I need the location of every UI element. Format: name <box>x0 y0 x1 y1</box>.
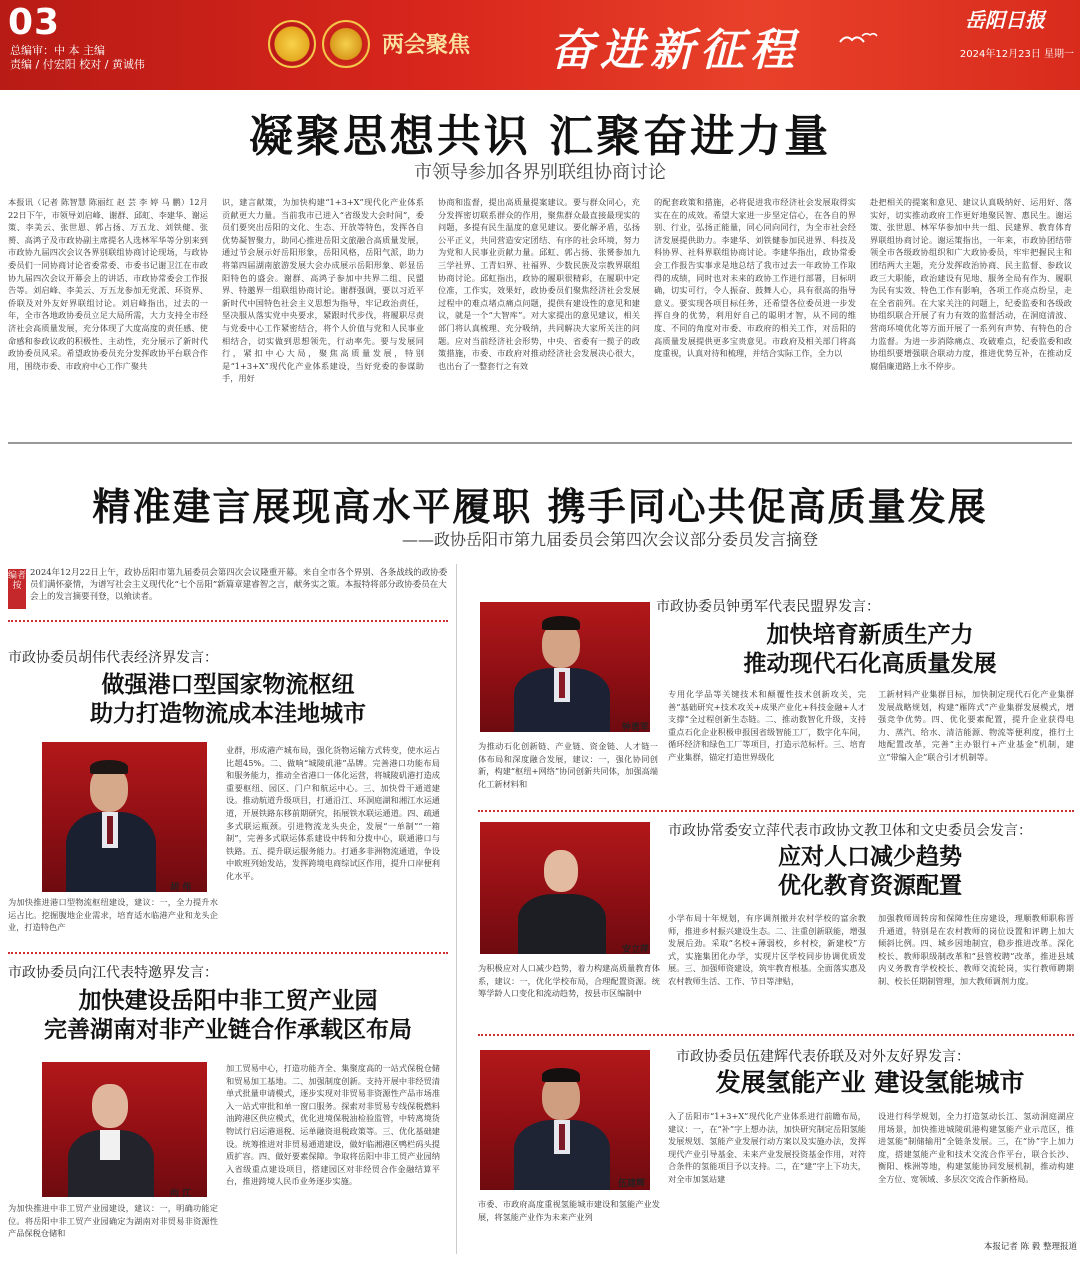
hair-shape <box>542 1068 580 1082</box>
article2-subhead: ——政协岳阳市第九届委员会第四次会议部分委员发言摘登 <box>401 530 818 549</box>
speech4-col-mid: 小学布局十年规划，有序调剂撤并农村学校的富余教师，推进乡村振兴建设生态。二、注重创新联能，增强发展后劲。采取“名校+薄弱校，乡村校，新建校”方式，实施集团化办学，实现片区学校同步协调优质发展。三、加强师资建设，筑牢教育根基。全面落实惠及农村教师生活、工作、节日等津贴， <box>668 913 866 986</box>
slogan: 奋进新征程 <box>550 25 800 76</box>
speech3-photo <box>480 602 650 732</box>
article1-col-1: 本报讯（记者 陈智慧 陈丽红 赵 芸 李 婷 马 鹏）12月22日下午，市领导刘启峰、谢群、邱虹、李建华、谢运策、李美云、张世恩、郭占扬、万五龙、刘铁健、张赟、高鸿子及市政协副主席提名人选林军华等分别来到市政协九届四次会议各界别联组协商讨论现场，与政协委员们一同协商讨论省委常委、市委书记谢卫江在市政协九届四次会议开幕会上的讲话、市政协常委会工作报告等。刘启峰、李美云、万五龙参加无党派、环资界、侨联及对外友好界联组讨论。刘启峰指出，过去的一年，全市各地政协委员立足大局所需，大力支持全市经济社会高质量发展，充分体现了大度高度的责任感、使命感和参政议政的积极性、主动性，充分展示了新时代政协委员风采。希望政协委员充分发挥政协平台联合作用，围绕市委、市政府中心工作广聚共 <box>8 197 208 371</box>
article2-byline: 本报记者 陈 毅 整理报道 <box>983 1242 1077 1252</box>
editor-credits-line2: 责编 / 付宏阳 校对 / 黄诚伟 <box>10 58 145 71</box>
face-shape <box>92 1084 128 1128</box>
tie-shape <box>107 816 113 844</box>
article1-subhead: 市领导参加各界别联组协商讨论 <box>414 162 666 183</box>
article2-headline: 精准建言展现高水平履职 携手同心共促高质量发展 <box>92 485 988 529</box>
speech1-col-right: 业群，形成港产城布局，强化货物运输方式转变，使水运占比超45%。二、做响“城陵矶港”品牌。完善港口功能布局和服务能力，推动全省港口一体化运营，将城陵矶港打造成重要枢纽、园区、门户和航运中心。三、加快骨干通道建设。推动航道升级项目，打通沿江、环洞庭湖和湘江水运通道，开展铁路东移前期研究，拓展铁水联运通道。四、疏通多式联运瓶颈。引进物流龙头央企，发展“一单制”“一箱制”，完善多式联运体系建设中转和分拨中心，联通港口与铁路。五、提升联运服务能力。打通多非洲物流通道，争设中欧班列始发站，发挥跨境电商综试区作用，提升口岸便利化水平。 <box>226 745 440 881</box>
national-emblem-icon <box>268 20 316 68</box>
article1-col-4: 的配套政策和措施，必将促进我市经济社会发展取得实实在在的成效。希望大家进一步坚定信心，在各自的界别、行业，弘扬正能量，同心同向同行，为全市社会经济发展提供助力。李建华、刘铁健参加民进界、科技及科协界、社科界联组协商讨论。李建华指出，政协常委会工作报告实事求是地总结了我市过去一年政协工作取得的成绩，同时也对未来的政协工作进行部署，目标明确，切实可行，令人振奋、鼓舞人心，具有很高的指导意义。要实现各项目标任务，还希望各位委员进一步发挥自身的优势，利用好自己的聪明才智，从不同的维度、不同的角度对市委、市政府的相关工作，对岳阳的高质量发展提供更多宝贵意见。市政府及相关部门将高度重视，认真对待和梳理，并结合实际工作，全力以 <box>654 197 856 359</box>
speech2-speaker: 市政协委员向江代表特邀界发言： <box>8 965 218 981</box>
article1-col-2: 识，建言献策，为加快构建“1+3+X”现代化产业体系贡献更大力量。当前我市已进入“省级发大会时间”，委员们要突出岳阳的文化、生态、开放等特色，发挥各自优势凝智聚力，助同心推进岳阳文旅融合高质量发展，通过节会展示好岳阳形象，岳阳风格，岳阳气派，助力将第四届湖南旅游发展大会办成展示岳阳形象、彰显岳阳特色的盛会。谢群、高鸿子参加中共界二组、民盟界、特邀界一组联组协商讨论。谢群强调，要以习近平新时代中国特色社会主义思想为指导，牢记政治责任，坚决服从落实党中央要求，紧跟时代步伐，将履职尽责与党委中心工作紧密结合，将个人价值与党和人民事业相结合，切实做到思想领先，行动率先。要与发展同行，紧扣中心大局，聚焦高质量发展，特别是“1+3+X”现代化产业体系建设，当好党委的参谋助手，用好 <box>222 197 424 384</box>
speech2-photo <box>42 1062 207 1197</box>
speech3-title <box>660 620 1080 680</box>
speech5-name: 伍建辉 <box>618 1179 646 1189</box>
section-divider <box>8 442 1072 444</box>
hair-shape <box>90 760 128 774</box>
speech2-name: 向 江 <box>170 1189 192 1199</box>
speech5-speaker: 市政协委员伍建辉代表侨联及对外友好界发言： <box>676 1049 970 1065</box>
speech4-title-line2: 优化教育资源配置 <box>778 872 962 899</box>
dotted-divider <box>8 952 448 954</box>
article1-col-5: 赴把相关的提案和意见、建议认真吸纳好、运用好、落实好，切实推动政府工作更好地聚民智、惠民生。谢运策、张世恩、林军华参加中共一组、民建界、教育体育界联组协商讨论。谢运策指出，一年来，市政协团结带领全市各级政协组织和广大政协委员，牢牢把握民主和团结两大主题，充分发挥政治协商、民主监督、参政议政三大职能，政治建设有见地、服务全局有作为、履职为民有实效、特色工作有影响，各项工作亮点纷呈，走在全省前列。在大家关注的问题上，纪委监委和各级政协组织联合开展了有力有效的监督活动，在洞庭清波、营商环境优化等方面开展了一系列有声势、有特色的合力监督。为进一步消除痛点、攻破难点，纪委监委和政协组织要增强联合联动力度，推进优势互补，在推动反腐倡廉道路上永不停步。 <box>870 197 1072 371</box>
masthead-banner <box>0 0 1080 90</box>
suit-shape <box>518 894 606 954</box>
speech2-col-right: 加工贸易中心，打造功能齐全、集聚度高的一站式保税仓储和贸易加工基地。二、加强制度创新。支持开展中非经贸清单式批量申请模式，逐步实现对非贸易非资源性产品市场准入一站式审批和单一窗口服务。探索对非贸易专线保税燃料油跨港区供应模式，优化进境保税油检验监管，中转离境货物试行启运港退税、运单融资退税政策等。三、优化基础建设。统筹推进对非贸易通道建设，做好临湘港区鸭栏码头提质扩容。四、做好要素保障。争取将岳阳中非工贸产业园纳入省级重点建设项目，搭建园区对非经贸合作金融结算平台，推进跨境人民币业务逐步实施。 <box>226 1063 440 1187</box>
cppcc-emblem-icon <box>322 20 370 68</box>
speech3-title-line1: 加快培育新质生产力 <box>766 621 974 648</box>
speech4-title <box>660 842 1080 902</box>
speech2-title-line2: 完善湖南对非产业链合作承载区布局 <box>44 1016 412 1043</box>
speech3-title-line2: 推动现代石化高质量发展 <box>743 650 997 677</box>
speech5-title: 发展氢能产业 建设氢能城市 <box>715 1068 1025 1097</box>
speech5-photo <box>480 1050 650 1190</box>
dotted-divider <box>8 620 448 622</box>
hair-shape <box>542 616 580 630</box>
speech1-title-line2: 助力打造物流成本洼地城市 <box>90 700 366 727</box>
speech1-col-left: 为加快推进港口型物流枢纽建设，建议：一，全力提升水运占比。挖掘腹地企业需求，培育适水临港产业和龙头企业，打造特色产 <box>8 897 218 933</box>
speech2-title-line1: 加快建设岳阳中非工贸产业园 <box>78 987 378 1014</box>
tie-shape <box>559 1124 565 1150</box>
dotted-divider <box>478 1034 1074 1036</box>
speech1-title <box>8 670 448 730</box>
editor-note-tag: 编者按 <box>8 569 26 609</box>
speech1-name: 胡 伟 <box>170 883 192 893</box>
speech3-name: 钟勇军 <box>622 723 650 733</box>
speech1-photo <box>42 742 207 892</box>
speech2-title <box>8 986 448 1046</box>
speech5-col-right: 设进行科学规划，全力打造氢动长江、氢动洞庭湖应用场景，加快推进城陵矶港构建氢能产业示范区，推进氢能“制储输用”全链条发展。三，在“协”字上加力度，搭建氢能产业和技术交流合作平台，联合长沙、衡阳、株洲等地，构建氢能协同发展机制，推动构建全方位、宽领域、多层次交流合作新格局。 <box>878 1111 1074 1184</box>
tie-shape <box>559 672 565 698</box>
section-label: 两会聚焦 <box>382 32 471 58</box>
editor-credits-line1: 总编审：中 本 主编 <box>10 44 105 57</box>
editor-credits <box>10 44 220 72</box>
speech3-speaker: 市政协委员钟勇军代表民盟界发言： <box>656 599 880 615</box>
speech4-name: 安立萍 <box>622 945 650 955</box>
speech4-col-right: 加强教师周转房和保障性住房建设，理顺教师职称晋升通道，特别是在农村教师的岗位设置和评聘上加大倾斜比例。四、城乡因地制宜，稳步推进改革。深化校长、教师职级制改革和“县管校聘”改革，推进县域内义务教育学校校长、教师交流轮岗，实行教师聘期制、校长任期制管理，加大教师调剂力度。 <box>878 913 1074 986</box>
editor-note: 2024年12月22日上午，政协岳阳市第九届委员会第四次会议隆重开幕。来自全市各个界别、各条战线的政协委员们满怀豪情，为谱写社会主义现代化“七个岳阳”新篇章建睿智之言，献务实之策。本报特将部分政协委员在大会上的发言摘要刊登，以飨读者。 <box>30 568 448 602</box>
column-divider <box>456 564 457 1254</box>
dotted-divider <box>478 810 1074 812</box>
speech5-col-left: 市委、市政府高度重视氢能城市建设和氢能产业发展，将氢能产业作为未来产业列 <box>478 1199 660 1222</box>
speech4-col-left: 为积极应对人口减少趋势，着力构建高质量教育体系，建议：一，优化学校布局，合理配置资源。统筹学龄人口变化和流动趋势，按县市区编制中 <box>478 963 660 999</box>
newspaper-logo: 岳阳日报 <box>965 8 1045 32</box>
speech1-title-line1: 做强港口型国家物流枢纽 <box>101 671 355 698</box>
article1-col-3: 协商和监督，提出高质量提案建议。要与群众同心，充分发挥密切联系群众的作用，聚焦群众最直接最现实的问题，多提有民生温度的意见建议。要化解矛盾，弘扬公平正义，共同营造安定团结、有序的社会环境，努力为党和人民事业贡献力量。邱虹、郭占扬、张赟参加九三学社界、工青妇界、社福界、少数民族及宗教界联组协商讨论。邱虹指出，政协的履职很精彩，在履职中定位准，工作实，效果好，政协委员们聚焦经济社会发展过程中的难点堵点痛点问题，提供有建设性的意见和建议，就是一个“大智库”。对大家提出的意见建议，相关部门将认真梳理、充分吸纳，共同解决大家所关注的问题。应对当前经济社会形势，中央、省委有一揽子的政策措施，市委、市政府对推动经济社会发展决心很大，也出台了一整套行之有效 <box>438 197 640 371</box>
speech4-photo <box>480 822 650 954</box>
speech4-speaker: 市政协常委安立萍代表市政协文教卫体和文史委员会发言： <box>668 823 1032 839</box>
speech2-col-left: 为加快推进中非工贸产业园建设，建议：一，明确功能定位。将岳阳中非工贸产业园确定为湖南对非贸易非资源性产品保税仓储和 <box>8 1203 218 1239</box>
article1-headline: 凝聚思想共识 汇聚奋进力量 <box>248 111 832 162</box>
speech3-col-left: 为推动石化创新链、产业链、资金链、人才链一体布局和深度融合发展，建议：一，强化协同创新，构建“枢纽+网络”协同创新共同体，加强高端化工新材料和 <box>478 741 658 789</box>
issue-date: 2024年12月23日 星期一 <box>959 49 1074 60</box>
speech3-col-right: 工新材料产业集群目标，加快制定现代石化产业集群发展战略规划，构建“雁阵式”产业集群发展模式，增强竞争优势。四、优化要素配置，提升企业获得电力、蒸汽、给水、清洁能源、物流等便利度，推行土地配置改革，完善“主办银行+产业基金”机制，建立“带编入企”联合引才机制等。 <box>878 689 1074 762</box>
shirt-shape <box>100 1130 120 1160</box>
speech3-col-mid: 专用化学品等关键技术和颠覆性技术创新攻关，完善“基础研究+技术攻关+成果产业化+科技金融+人才支撑”全过程创新生态链。二、推动数智化升级，支持重点石化企业积极申报国省级智能工厂，数字化车间，循环经济和绿色工厂等项目，打造示范标杆。三、培育产业集群，锚定打造世界级化 <box>668 689 866 762</box>
speech4-title-line1: 应对人口减少趋势 <box>778 843 962 870</box>
face-shape <box>544 850 578 892</box>
birds-icon <box>838 30 878 50</box>
page-number: 03 <box>8 2 61 43</box>
speech5-col-mid: 入了岳阳市“1+3+X”现代化产业体系进行前瞻布局，建议：一，在“补”字上想办法，加快研究制定岳阳氢能发展规划、氢能产业发展行动方案以及实施办法，发挥现代产业引导基金、未来产业发展投资基金作用，对符合条件的氢能项目予以支持。二，在“建”字上下功夫，对全市加氢站建 <box>668 1111 866 1184</box>
speech1-speaker: 市政协委员胡伟代表经济界发言： <box>8 650 218 666</box>
